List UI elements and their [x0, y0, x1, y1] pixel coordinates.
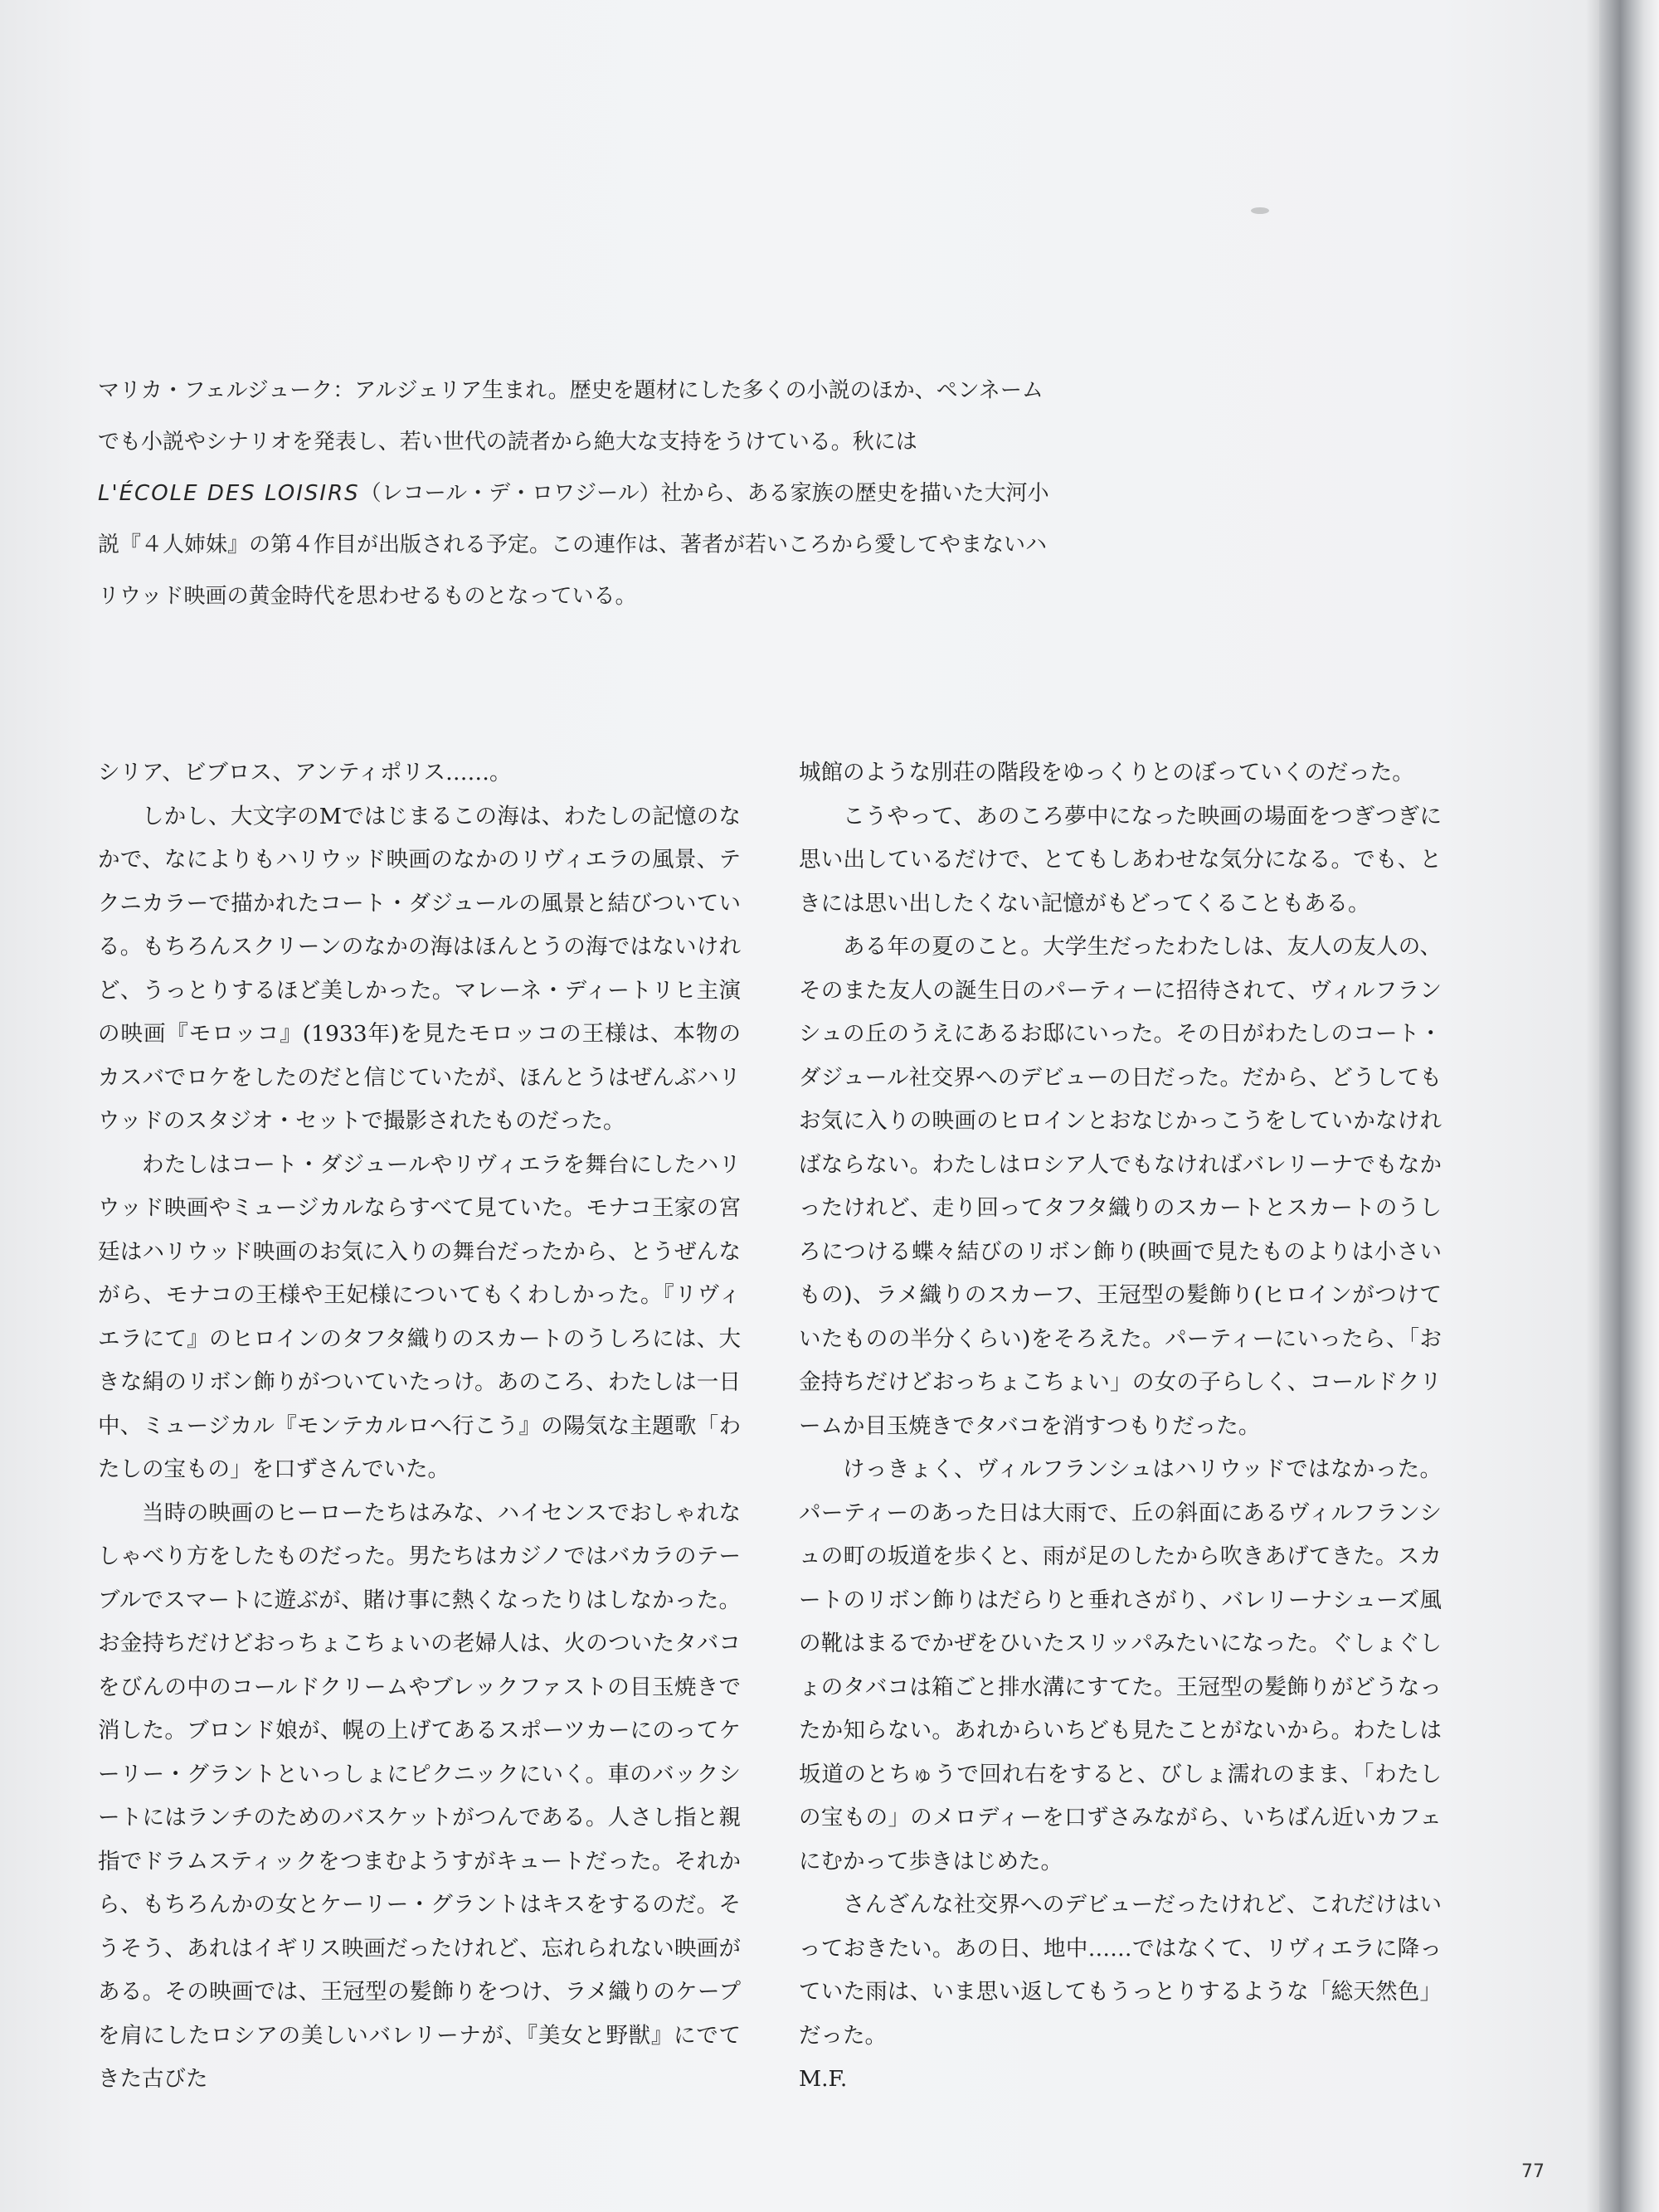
- bio-text-before-brand: アルジェリア生まれ。歴史を題材にした多くの小説のほか、ペンネームでも小説やシナリオを発表し、若い世代の読者から絶大な支持をうけている。秋には: [98, 378, 1044, 455]
- essay-paragraph: わたしはコート・ダジュールやリヴィエラを舞台にしたハリウッド映画やミュージカルならすべて見ていた。モナコ王家の宮廷はハリウッド映画のお気に入りの舞台だったから、とうぜんながら、モナコの王様や王妃様についてもくわしかった。『リヴィエラにて』のヒロインのタフタ織りのスカートのうしろには、大きな絹のリボン飾りがついていたっけ。あのころ、わたしは一日中、ミュージカル『モンテカルロへ行こう』の陽気な主題歌「わたしの宝もの」を口ずさんでいた。: [98, 1151, 741, 1482]
- bio-text-after-brand: （レコール・デ・ロワジール）社から、ある家族の歴史を描いた大河小説『４人姉妹』の第４作目が出版される予定。この連作は、著者が若いころから愛してやまないハリウッド映画の黄金時代を思わせるものとなっている。: [98, 481, 1049, 609]
- essay-left-column: [98, 751, 741, 2102]
- essay-paragraph: シリア、ビブロス、アンティポリス……。: [98, 760, 512, 785]
- essay-paragraph: 城館のような別荘の階段をゆっくりとのぼっていくのだった。: [799, 760, 1414, 785]
- essay-paragraph: しかし、大文字のMではじまるこの海は、わたしの記憶のなかで、なによりもハリウッド映画のなかのリヴィエラの風景、テクニカラーで描かれたコート・ダジュールの風景と結びついている。もちろんスクリーンのなかの海はほんとうの海ではないけれど、うっとりするほど美しかった。マレーネ・ディートリヒ主演の映画『モロッコ』(1933年)を見たモロッコの王様は、本物のカスバでロケをしたのだと信じていたが、ほんとうはぜんぶハリウッドのスタジオ・セットで撮影されたものだった。: [98, 803, 741, 1134]
- essay-body: [98, 751, 1442, 2102]
- essay-right-column: [799, 751, 1442, 2102]
- page-number: 77: [1521, 2161, 1545, 2182]
- page-edge-shadow: [1586, 0, 1599, 2212]
- author-bio: [98, 365, 1052, 622]
- author-signature: M.F.: [799, 2066, 848, 2092]
- essay-paragraph: こうやって、あのころ夢中になった映画の場面をつぎつぎに思い出しているだけで、とてもしあわせな気分になる。でも、ときには思い出したくない記憶がもどってくることもある。: [799, 803, 1442, 916]
- essay-paragraph: ある年の夏のこと。大学生だったわたしは、友人の友人の、そのまた友人の誕生日のパーティーに招待されて、ヴィルフランシュの丘のうえにあるお邸にいった。その日がわたしのコート・ダジュール社交界へのデビューの日だった。だから、どうしてもお気に入りの映画のヒロインとおなじかっこうをしていかなければならない。わたしはロシア人でもなければバレリーナでもなかったけれど、走り回ってタフタ織りのスカートとスカートのうしろにつける蝶々結びのリボン飾り(映画で見たものよりは小さいもの)、ラメ織りのスカーフ、王冠型の髪飾り(ヒロインがつけていたものの半分くらい)をそろえた。パーティーにいったら、「お金持ちだけどおっちょこちょい」の女の子らしく、コールドクリームか目玉焼きでタバコを消すつもりだった。: [799, 934, 1442, 1439]
- author-name-label: マリカ・フェルジューク：: [98, 378, 355, 403]
- essay-paragraph: 当時の映画のヒーローたちはみな、ハイセンスでおしゃれなしゃべり方をしたものだった。男たちはカジノではバカラのテーブルでスマートに遊ぶが、賭け事に熱くなったりはしなかった。お金持ちだけどおっちょこちょいの老婦人は、火のついたタバコをびんの中のコールドクリームやブレックファストの目玉焼きで消した。ブロンド娘が、幌の上げてあるスポーツカーにのってケーリー・グラントといっしょにピクニックにいく。車のバックシートにはランチのためのバスケットがつんである。人さし指と親指でドラムスティックをつまむようすがキュートだった。それから、もちろんかの女とケーリー・グラントはキスをするのだ。そうそう、あれはイギリス映画だったけれど、忘れられない映画がある。その映画では、王冠型の髪飾りをつけ、ラメ織りのケープを肩にしたロシアの美しいバレリーナが、『美女と野獣』にでてきた古びた: [98, 1500, 741, 2092]
- essay-paragraph: けっきょく、ヴィルフランシュはハリウッドではなかった。パーティーのあった日は大雨で、丘の斜面にあるヴィルフランシュの町の坂道を歩くと、雨が足のしたから吹きあげてきた。スカートのリボン飾りはだらりと垂れさがり、バレリーナシューズ風の靴はまるでかぜをひいたスリッパみたいになった。ぐしょぐしょのタバコは箱ごと排水溝にすてた。王冠型の髪飾りがどうなったか知らない。あれからいちども見たことがないから。わたしは坂道のとちゅうで回れ右をすると、びしょ濡れのまま、「わたしの宝もの」のメロディーを口ずさみながら、いちばん近いカフェにむかって歩きはじめた。: [799, 1456, 1442, 1874]
- essay-paragraph: さんざんな社交界へのデビューだったけれど、これだけはいっておきたい。あの日、地中……ではなくて、リヴィエラに降っていた雨は、いま思い返してもうっとりするような「総天然色」だった。: [799, 1892, 1442, 2049]
- book-binding: [1599, 0, 1659, 2212]
- paper-speck: [1251, 207, 1269, 214]
- publisher-brand: L'ÉCOLE DES LOISIRS: [98, 481, 360, 506]
